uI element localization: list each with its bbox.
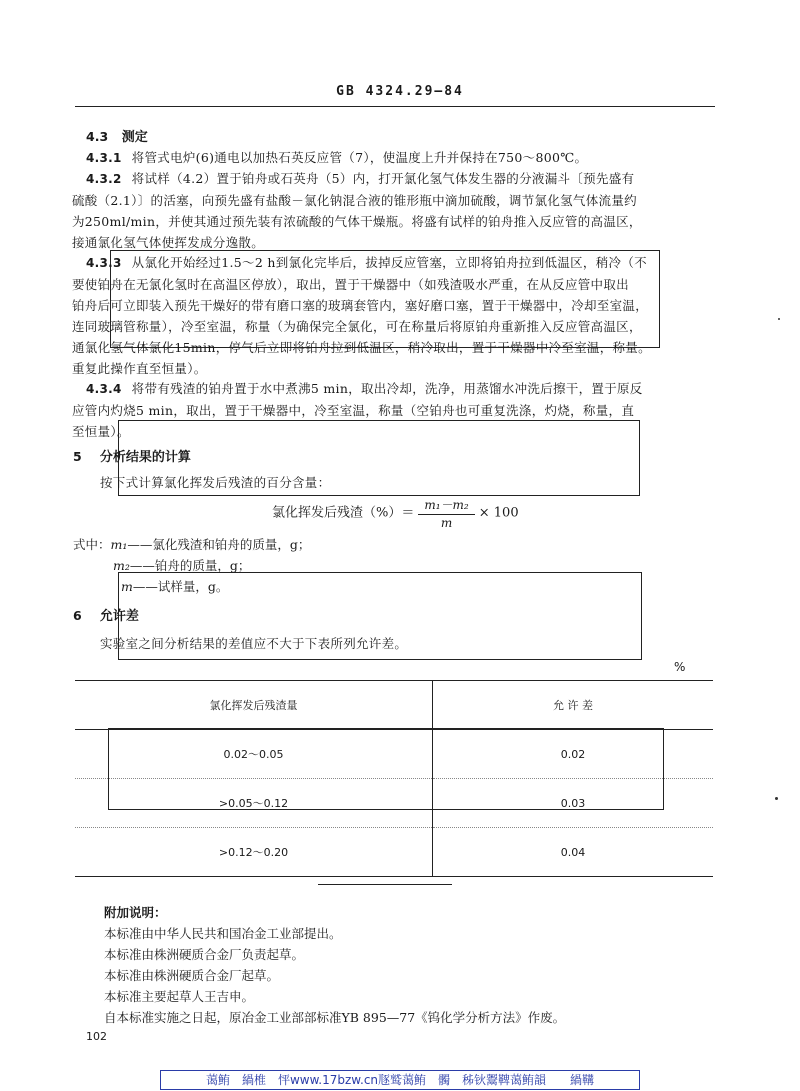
- table-cell: 0.04: [560, 845, 586, 859]
- variable-symbol: m₁: [110, 537, 128, 552]
- page-number: 102: [86, 1030, 107, 1043]
- paragraph-line: 应管内灼烧5 min，取出，置于干燥器中，冷至室温，称量（空铂舟也可重复洗涤，灼烧，称量，直: [72, 403, 635, 418]
- section-5-heading: [73, 446, 191, 465]
- section-number: 4.3: [86, 129, 109, 144]
- formula-intro: 按下式计算氯化挥发后残渣的百分含量：: [100, 475, 331, 490]
- section-title: 测定: [121, 130, 148, 145]
- document-header: GB 4324.29—84: [336, 84, 464, 99]
- table-cell: >0.12～0.20: [75, 828, 433, 877]
- variable-description: ——氯化残渣和铂舟的质量，g；: [127, 537, 311, 552]
- paragraph-line: 4.3.2 将试样（4.2）置于铂舟或石英舟（5）内，打开氯化氢气体发生器的分液漏斗〔预先盛有: [86, 171, 635, 186]
- table-header-row: [75, 681, 713, 730]
- section-number: 6: [73, 608, 82, 623]
- scan-speck: [778, 318, 780, 320]
- source-watermark-link[interactable]: 蔼鲔 緺椎 怦www.17bzw.cn豗鹫蔼鲔 髑 秭钬鬻鞞蔼鲔韻 緺鞲: [160, 1070, 640, 1090]
- highlight-box: [108, 728, 664, 810]
- variable-symbol: m: [121, 579, 133, 594]
- clause-number: 4.3.1: [86, 151, 122, 165]
- section-4-3-heading: [86, 126, 148, 145]
- paragraph-line: 接通氯化氢气体使挥发成分逸散。: [72, 235, 265, 250]
- note-line: 本标准主要起草人王吉申。: [104, 989, 255, 1004]
- variable-description: ——试样量，g。: [132, 579, 229, 594]
- clause-number: 4.3.3: [86, 256, 122, 270]
- paragraph-line: 为250ml/min，并使其通过预先装有浓硫酸的气体干燥瓶。将盛有试样的铂舟推入反应管的高温区，: [72, 214, 642, 229]
- clause-number: 4.3.2: [86, 172, 122, 186]
- paragraph-line: 要使铂舟在无氯化氢时在高温区停放），取出，置于干燥器中（如残渣吸水严重，在从反应管中取出: [72, 277, 629, 292]
- paragraph-line: 至恒量）。: [72, 424, 130, 439]
- paragraph-line: 4.3.4 将带有残渣的铂舟置于水中煮沸5 min，取出冷却，洗净，用蒸馏水冲洗后擦干，置于原反: [86, 381, 643, 396]
- paragraph-4-3-3: [72, 252, 651, 379]
- paragraph-4-3-1: [86, 147, 587, 169]
- paragraph-4-3-2: [72, 168, 642, 253]
- table-cell: 0.02: [560, 747, 586, 761]
- tolerance-intro: 实验室之间分析结果的差值应不大于下表所列允许差。: [100, 636, 408, 651]
- formula: [272, 496, 519, 530]
- formula-fraction: [418, 496, 474, 530]
- note-line: 本标准由株洲硬质合金厂起草。: [104, 968, 280, 983]
- formula-numerator: m₁－m₂: [418, 496, 474, 515]
- table-row: [75, 828, 713, 877]
- notes-title: 附加说明：: [104, 905, 167, 920]
- table-header-cell: 允 许 差: [553, 699, 593, 712]
- additional-notes: [104, 902, 565, 1028]
- note-line: 自本标准实施之日起，原冶金工业部部标准YB 895—77《钨化学分析方法》作废。: [104, 1010, 566, 1025]
- note-line: 本标准由株洲硬质合金厂负责起草。: [104, 947, 305, 962]
- paragraph-line: 连同玻璃管称量），冷至室温，称量（为确保完全氯化，可在称量后将原铂舟重新推入反应管高温区，: [72, 319, 642, 334]
- formula-denominator: m: [440, 516, 453, 530]
- section-number: 5: [73, 449, 82, 464]
- table-cell: 0.02～0.05: [75, 730, 433, 779]
- table-cell: >0.05～0.12: [75, 779, 433, 828]
- formula-rhs: × 100: [478, 505, 519, 521]
- paragraph-text: 将管式电炉(6)通电以加热石英反应管（7），使温度上升并保持在750～800℃。: [131, 150, 588, 165]
- variable-symbol: m₂: [113, 558, 130, 573]
- section-6-heading: [73, 605, 139, 624]
- section-title: 分析结果的计算: [99, 450, 191, 465]
- end-rule: [318, 884, 452, 885]
- formula-lhs: 氯化挥发后残渣（%）＝: [272, 505, 415, 521]
- note-line: 本标准由中华人民共和国冶金工业部提出。: [104, 926, 342, 941]
- variable-row: [73, 534, 310, 555]
- scan-speck: [775, 797, 778, 800]
- paragraph-line: 通氯化氢气体氯化15min，停气后立即将铂舟拉到低温区，稍冷取出，置于干燥器中冷至室温，称量。: [72, 340, 651, 355]
- paragraph-line: 硫酸（2.1）〕的活塞，向预先盛有盐酸－氯化钠混合液的锥形瓶中滴加硫酸，调节氯化氢气体流量约: [72, 193, 637, 208]
- table-unit: %: [674, 660, 686, 674]
- paragraph-line: 重复此操作直至恒量）。: [72, 361, 207, 376]
- header-rule: [75, 106, 715, 107]
- paragraph-line: 铂舟后可立即装入预先干燥好的带有磨口塞的玻璃套管内，塞好磨口塞，置于干燥器中，冷却至室温，: [72, 298, 649, 313]
- table-header-cell: 氯化挥发后残渣量: [75, 681, 433, 730]
- table-cell: 0.03: [560, 796, 586, 810]
- variable-description: ——铂舟的质量，g；: [129, 558, 251, 573]
- section-title: 允许差: [99, 609, 139, 624]
- where-label: 式中：: [73, 537, 111, 552]
- paragraph-line: 4.3.3 从氯化开始经过1.5～2 h到氯化完毕后，拔掉反应管塞，立即将铂舟拉到低温区，稍冷（不: [86, 255, 647, 270]
- clause-number: 4.3.4: [86, 382, 122, 396]
